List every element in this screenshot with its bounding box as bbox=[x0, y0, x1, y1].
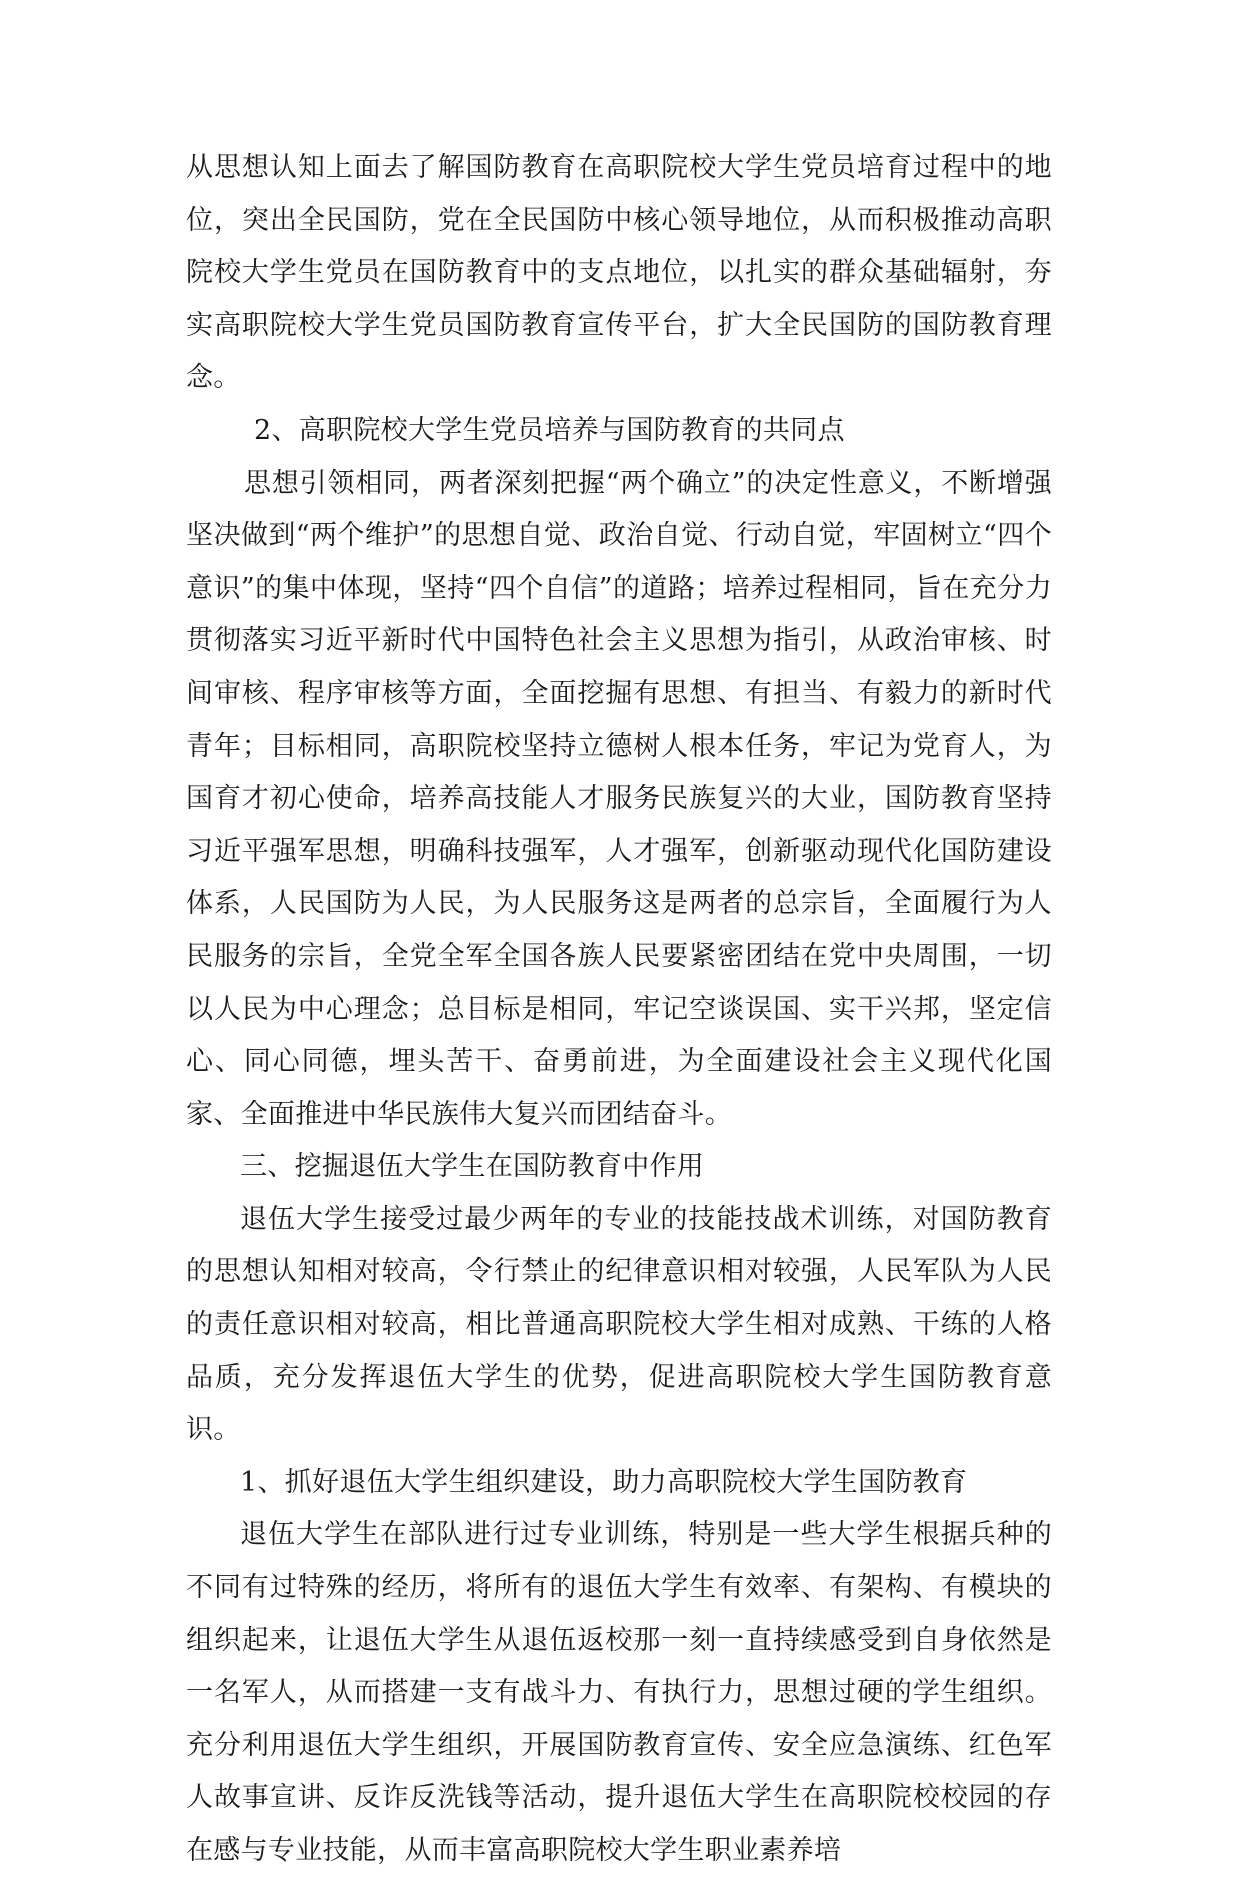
document-body bbox=[186, 142, 1052, 1878]
paragraph-common-points: 思想引领相同，两者深刻把握“两个确立”的决定性意义，不断增强坚决做到“两个维护”的思想自觉、政治自觉、行动自觉，牢固树立“四个意识”的集中体现，坚持“四个自信”的道路；培养过程相同，旨在充分力贯彻落实习近平新时代中国特色社会主义思想为指引，从政治审核、时间审核、程序审核等方面，全面挖掘有思想、有担当、有毅力的新时代青年；目标相同，高职院校坚持立德树人根本任务，牢记为党育人，为国育才初心使命，培养高技能人才服务民族复兴的大业，国防教育坚持习近平强军思想，明确科技强军，人才强军，创新驱动现代化国防建设体系，人民国防为人民，为人民服务这是两者的总宗旨，全面履行为人民服务的宗旨，全党全军全国各族人民要紧密团结在党中央周围，一切以人民为中心理念；总目标是相同，牢记空谈误国、实干兴邦，坚定信心、同心同德，埋头苦干、奋勇前进，为全面建设社会主义现代化国家、全面推进中华民族伟大复兴而团结奋斗。 bbox=[186, 467, 1052, 1130]
paragraph-organization: 退伍大学生在部队进行过专业训练，特别是一些大学生根据兵种的不同有过特殊的经历，将所有的退伍大学生有效率、有架构、有模块的组织起来，让退伍大学生从退伍返校那一刻一直持续感受到自身依然是一名军人，从而搭建一支有战斗力、有执行力，思想过硬的学生组织。充分利用退伍大学生组织，开展国防教育宣传、安全应急演练、红色军人故事宣讲、反诈反洗钱等活动，提升退伍大学生在高职院校校园的存在感与专业技能，从而丰富高职院校大学生职业素养培 bbox=[186, 1519, 1052, 1866]
paragraph-continuation: 从思想认知上面去了解国防教育在高职院校大学生党员培育过程中的地位，突出全民国防，党在全民国防中核心领导地位，从而积极推动高职院校大学生党员在国防教育中的支点地位，以扎实的群众基础辐射，夯实高职院校大学生党员国防教育宣传平台，扩大全民国防的国防教育理念。 bbox=[186, 152, 1052, 394]
section-heading-1: 1、抓好退伍大学生组织建设，助力高职院校大学生国防教育 bbox=[240, 1466, 968, 1498]
paragraph-veterans-role: 退伍大学生接受过最少两年的专业的技能技战术训练，对国防教育的思想认知相对较高，令行禁止的纪律意识相对较强，人民军队为人民的责任意识相对较高，相比普通高职院校大学生相对成熟、干练的人格品质，充分发挥退伍大学生的优势，促进高职院校大学生国防教育意识。 bbox=[186, 1203, 1052, 1446]
section-heading-3: 三、挖掘退伍大学生在国防教育中作用 bbox=[240, 1151, 705, 1183]
section-heading-2: 2、高职院校大学生党员培养与国防教育的共同点 bbox=[254, 414, 845, 446]
